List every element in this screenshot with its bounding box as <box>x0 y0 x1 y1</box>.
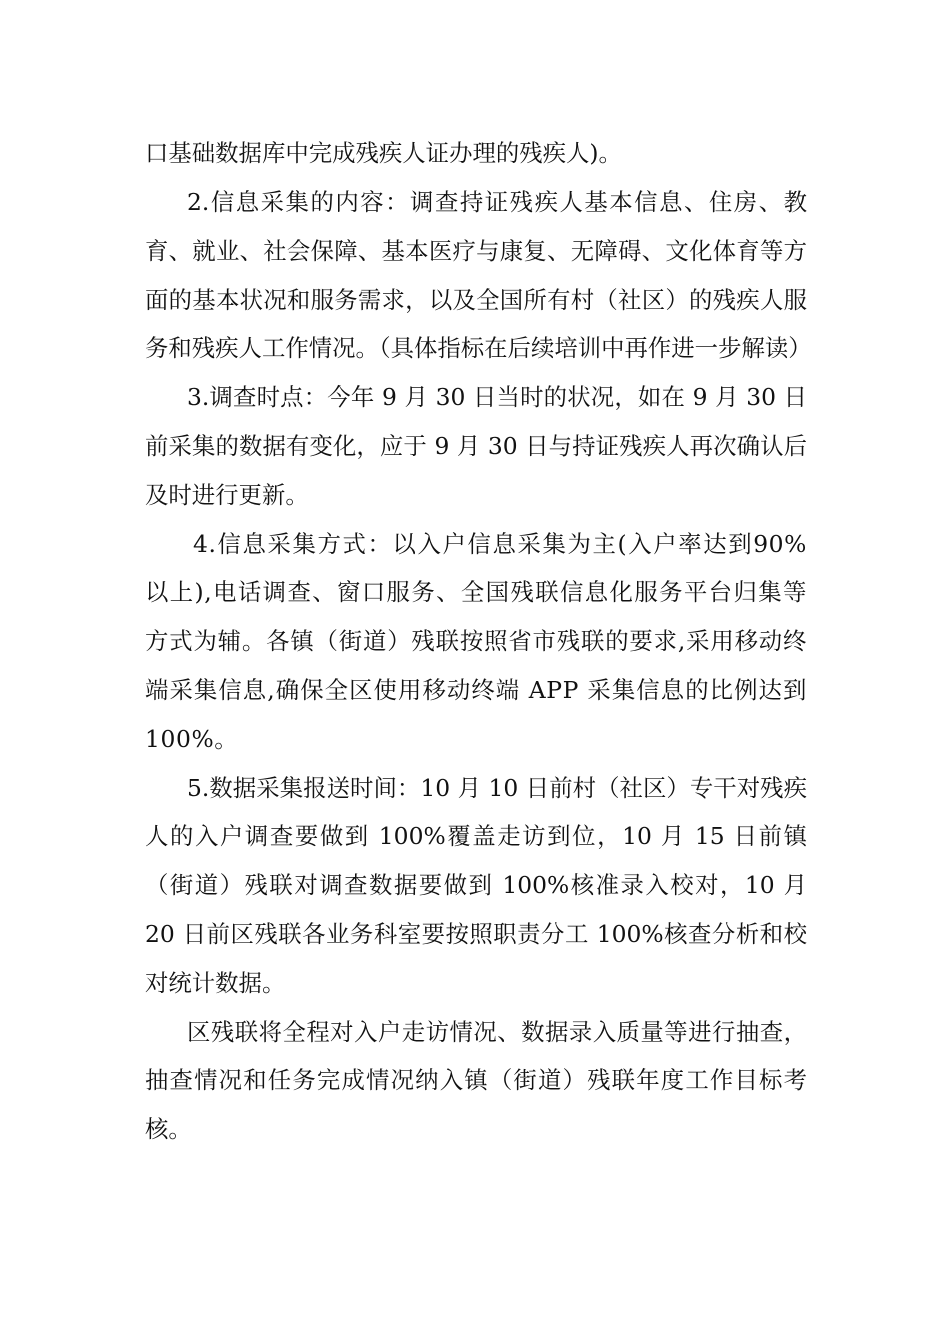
paragraph-item-3: 3.调查时点：今年 9 月 30 日当时的状况，如在 9 月 30 日前采集的数据有变化，应于 9 月 30 日与持证残疾人再次确认后及时进行更新。 <box>145 383 807 509</box>
paragraph-item-2: 2.信息采集的内容：调查持证残疾人基本信息、住房、教育、就业、社会保障、基本医疗与康复、无障碍、文化体育等方面的基本状况和服务需求，以及全国所有村（社区）的残疾人服务和残疾人工作情况。（具体指标在后续培训中再作进一步解读） <box>145 188 812 363</box>
paragraph-continuation: 口基础数据库中完成残疾人证办理的残疾人)。 <box>145 139 622 167</box>
document-body <box>145 129 812 1154</box>
paragraph-item-4: 4.信息采集方式：以入户信息采集为主(入户率达到90%以上),电话调查、窗口服务、全国残联信息化服务平台归集等方式为辅。各镇（街道）残联按照省市残联的要求,采用移动终端采集信息,确保全区使用移动终端 APP 采集信息的比例达到 100%。 <box>145 529 807 753</box>
paragraph-closing: 区残联将全程对入户走访情况、数据录入质量等进行抽查，抽查情况和任务完成情况纳入镇（街道）残联年度工作目标考核。 <box>145 1017 807 1144</box>
paragraph-item-5: 5.数据采集报送时间：10 月 10 日前村（社区）专干对残疾人的入户调查要做到 100%覆盖走访到位，10 月 15 日前镇（街道）残联对调查数据要做到 100%核准录入校对，10 月 20 日前区残联各业务科室要按照职责分工 100%核查分析和校对统计数据。 <box>145 773 807 997</box>
